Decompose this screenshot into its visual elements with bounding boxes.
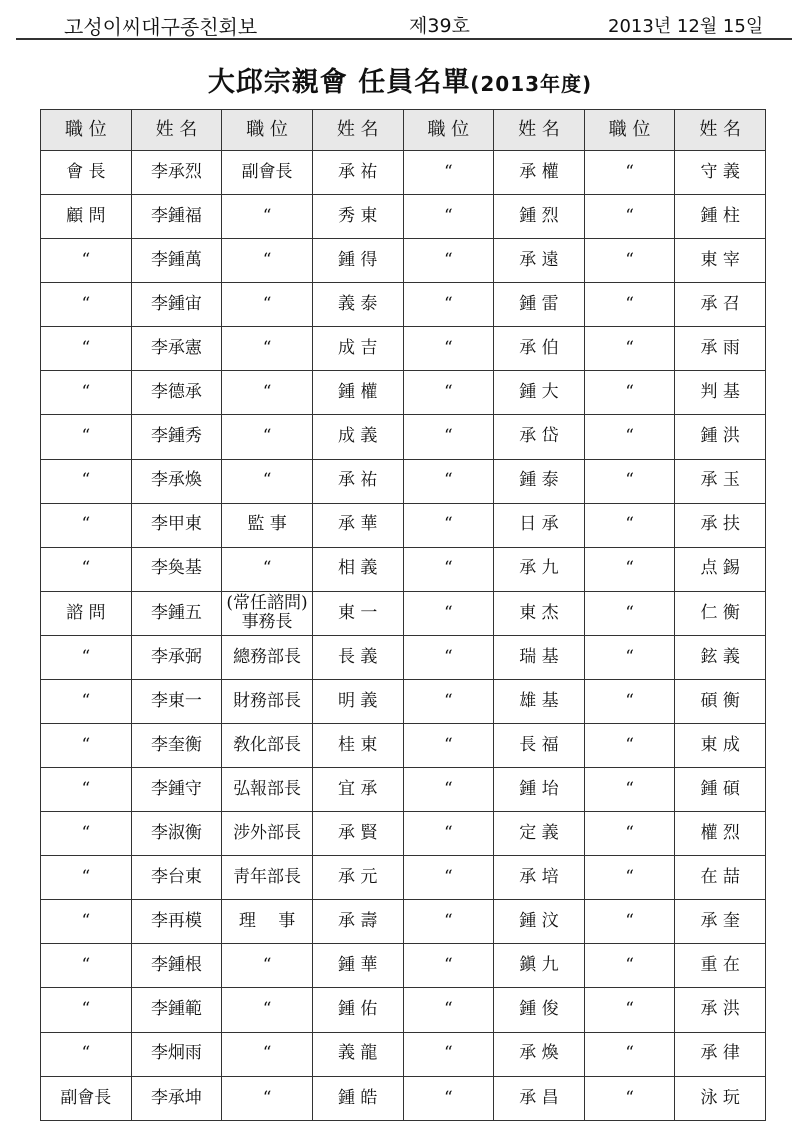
name-cell: 判 基 bbox=[675, 371, 766, 415]
position-cell: “ bbox=[584, 900, 675, 944]
name-cell: 鍾 佑 bbox=[312, 988, 403, 1032]
position-cell: “ bbox=[403, 459, 494, 503]
name-cell: 承 召 bbox=[675, 283, 766, 327]
name-cell: 承 煥 bbox=[494, 1032, 585, 1076]
name-cell: 李承憲 bbox=[131, 327, 222, 371]
position-cell: “ bbox=[222, 371, 313, 415]
position-cell: “ bbox=[403, 679, 494, 723]
position-cell: “ bbox=[41, 944, 132, 988]
position-cell: “ bbox=[584, 988, 675, 1032]
name-cell: 承 玉 bbox=[675, 459, 766, 503]
position-cell: “ bbox=[41, 327, 132, 371]
position-cell: “ bbox=[41, 371, 132, 415]
name-cell: 李再模 bbox=[131, 900, 222, 944]
table-body bbox=[41, 151, 766, 1121]
table-row bbox=[41, 283, 766, 327]
table-row bbox=[41, 1032, 766, 1076]
position-cell: “ bbox=[41, 768, 132, 812]
position-cell: “ bbox=[222, 1076, 313, 1120]
position-cell: “ bbox=[222, 239, 313, 283]
name-cell: 李鍾宙 bbox=[131, 283, 222, 327]
name-cell: 守 義 bbox=[675, 151, 766, 195]
position-cell: “ bbox=[584, 459, 675, 503]
name-cell: 東 杰 bbox=[494, 591, 585, 635]
position-cell: “ bbox=[584, 679, 675, 723]
name-cell: 重 在 bbox=[675, 944, 766, 988]
name-cell: 鎭 九 bbox=[494, 944, 585, 988]
table-row bbox=[41, 371, 766, 415]
position-cell: 敎化部長 bbox=[222, 724, 313, 768]
position-cell: “ bbox=[41, 239, 132, 283]
position-cell: “ bbox=[403, 724, 494, 768]
name-cell: 李東一 bbox=[131, 679, 222, 723]
name-cell: 承 伯 bbox=[494, 327, 585, 371]
column-header: 姓 名 bbox=[131, 110, 222, 151]
name-cell: 鍾 華 bbox=[312, 944, 403, 988]
name-cell: 定 義 bbox=[494, 812, 585, 856]
name-cell: 仁 衡 bbox=[675, 591, 766, 635]
position-cell: “ bbox=[41, 900, 132, 944]
table-row bbox=[41, 768, 766, 812]
table-row bbox=[41, 591, 766, 635]
position-cell: “ bbox=[403, 900, 494, 944]
org-name: 고성이씨대구종친회보 bbox=[64, 15, 258, 39]
name-cell: 李承烈 bbox=[131, 151, 222, 195]
position-cell: “ bbox=[41, 415, 132, 459]
name-cell: 承 賢 bbox=[312, 812, 403, 856]
column-header: 職 位 bbox=[584, 110, 675, 151]
name-cell: 鍾 坮 bbox=[494, 768, 585, 812]
position-cell: “ bbox=[41, 988, 132, 1032]
position-cell: “ bbox=[41, 1032, 132, 1076]
position-cell: “ bbox=[584, 195, 675, 239]
column-header: 職 位 bbox=[403, 110, 494, 151]
position-cell: “ bbox=[584, 812, 675, 856]
name-cell: 泳 玩 bbox=[675, 1076, 766, 1120]
name-cell: 李炯雨 bbox=[131, 1032, 222, 1076]
table-row bbox=[41, 1076, 766, 1120]
name-cell: 李鍾守 bbox=[131, 768, 222, 812]
name-cell: 相 義 bbox=[312, 547, 403, 591]
position-cell: “ bbox=[403, 856, 494, 900]
name-cell: 鍾 汶 bbox=[494, 900, 585, 944]
name-cell: 長 福 bbox=[494, 724, 585, 768]
name-cell: 雄 基 bbox=[494, 679, 585, 723]
table-row bbox=[41, 856, 766, 900]
column-header: 姓 名 bbox=[494, 110, 585, 151]
position-cell: 監 事 bbox=[222, 503, 313, 547]
position-cell: “ bbox=[222, 327, 313, 371]
position-cell: “ bbox=[584, 635, 675, 679]
name-cell: 李德承 bbox=[131, 371, 222, 415]
name-cell: 鍾 皓 bbox=[312, 1076, 403, 1120]
column-header: 姓 名 bbox=[675, 110, 766, 151]
name-cell: 東 成 bbox=[675, 724, 766, 768]
name-cell: 在 喆 bbox=[675, 856, 766, 900]
name-cell: 承 祐 bbox=[312, 151, 403, 195]
position-cell: “ bbox=[222, 415, 313, 459]
position-cell: “ bbox=[403, 1032, 494, 1076]
table-row bbox=[41, 679, 766, 723]
table-row bbox=[41, 812, 766, 856]
position-cell: “ bbox=[41, 459, 132, 503]
position-cell: “ bbox=[222, 988, 313, 1032]
name-cell: 日 承 bbox=[494, 503, 585, 547]
position-cell: 諮 問 bbox=[41, 591, 132, 635]
page-title bbox=[0, 60, 800, 99]
table-row bbox=[41, 724, 766, 768]
name-cell: 承 培 bbox=[494, 856, 585, 900]
name-cell: 鍾 碩 bbox=[675, 768, 766, 812]
officers-table bbox=[40, 109, 766, 1121]
name-cell: 李甲東 bbox=[131, 503, 222, 547]
position-cell: “ bbox=[41, 503, 132, 547]
name-cell: 長 義 bbox=[312, 635, 403, 679]
position-cell: “ bbox=[403, 503, 494, 547]
position-cell: “ bbox=[403, 327, 494, 371]
position-cell: “ bbox=[403, 283, 494, 327]
name-cell: 李奐基 bbox=[131, 547, 222, 591]
table-row bbox=[41, 327, 766, 371]
position-cell: “ bbox=[403, 768, 494, 812]
table-row bbox=[41, 415, 766, 459]
position-cell: “ bbox=[584, 1076, 675, 1120]
name-cell: 義 泰 bbox=[312, 283, 403, 327]
position-cell: (常任諮問) 事務長 bbox=[222, 591, 313, 635]
issue-number: 제39호 bbox=[409, 15, 470, 37]
position-cell: 副會長 bbox=[222, 151, 313, 195]
newsletter-header bbox=[16, 6, 792, 40]
position-cell: 總務部長 bbox=[222, 635, 313, 679]
position-cell: 理 事 bbox=[222, 900, 313, 944]
table-row bbox=[41, 459, 766, 503]
name-cell: 李淑衡 bbox=[131, 812, 222, 856]
name-cell: 鉉 義 bbox=[675, 635, 766, 679]
name-cell: 承 扶 bbox=[675, 503, 766, 547]
name-cell: 成 吉 bbox=[312, 327, 403, 371]
position-cell: 靑年部長 bbox=[222, 856, 313, 900]
column-header: 職 位 bbox=[41, 110, 132, 151]
name-cell: 承 雨 bbox=[675, 327, 766, 371]
table-row bbox=[41, 239, 766, 283]
table-header-row bbox=[41, 110, 766, 151]
position-cell: “ bbox=[403, 151, 494, 195]
position-cell: “ bbox=[584, 503, 675, 547]
position-cell: 財務部長 bbox=[222, 679, 313, 723]
name-cell: 承 九 bbox=[494, 547, 585, 591]
position-cell: “ bbox=[41, 679, 132, 723]
position-cell: “ bbox=[584, 151, 675, 195]
table-row bbox=[41, 547, 766, 591]
position-cell: “ bbox=[403, 415, 494, 459]
name-cell: 東 一 bbox=[312, 591, 403, 635]
name-cell: 瑞 基 bbox=[494, 635, 585, 679]
name-cell: 鍾 大 bbox=[494, 371, 585, 415]
name-cell: 鍾 泰 bbox=[494, 459, 585, 503]
name-cell: 承 遠 bbox=[494, 239, 585, 283]
name-cell: 鍾 洪 bbox=[675, 415, 766, 459]
position-cell: “ bbox=[584, 415, 675, 459]
name-cell: 承 昌 bbox=[494, 1076, 585, 1120]
name-cell: 鍾 權 bbox=[312, 371, 403, 415]
position-cell: “ bbox=[403, 547, 494, 591]
name-cell: 承 洪 bbox=[675, 988, 766, 1032]
position-cell: “ bbox=[41, 856, 132, 900]
name-cell: 承 壽 bbox=[312, 900, 403, 944]
position-cell: “ bbox=[584, 724, 675, 768]
position-cell: “ bbox=[41, 635, 132, 679]
table-row bbox=[41, 195, 766, 239]
position-cell: “ bbox=[222, 944, 313, 988]
position-cell: “ bbox=[222, 283, 313, 327]
name-cell: 承 奎 bbox=[675, 900, 766, 944]
table-row bbox=[41, 900, 766, 944]
name-cell: 秀 東 bbox=[312, 195, 403, 239]
column-header: 姓 名 bbox=[312, 110, 403, 151]
name-cell: 鍾 柱 bbox=[675, 195, 766, 239]
table-row bbox=[41, 151, 766, 195]
position-cell: 會 長 bbox=[41, 151, 132, 195]
name-cell: 桂 東 bbox=[312, 724, 403, 768]
title-main: 大邱宗親會 任員名單 bbox=[207, 67, 471, 98]
position-cell: “ bbox=[222, 195, 313, 239]
name-cell: 李承煥 bbox=[131, 459, 222, 503]
name-cell: 李鍾範 bbox=[131, 988, 222, 1032]
name-cell: 李鍾秀 bbox=[131, 415, 222, 459]
position-cell: “ bbox=[584, 327, 675, 371]
title-year: (2013年度) bbox=[470, 72, 593, 96]
name-cell: 承 律 bbox=[675, 1032, 766, 1076]
name-cell: 点 錫 bbox=[675, 547, 766, 591]
name-cell: 義 龍 bbox=[312, 1032, 403, 1076]
name-cell: 承 元 bbox=[312, 856, 403, 900]
column-header: 職 位 bbox=[222, 110, 313, 151]
name-cell: 李鍾根 bbox=[131, 944, 222, 988]
name-cell: 李鍾福 bbox=[131, 195, 222, 239]
position-cell: “ bbox=[41, 283, 132, 327]
position-cell: “ bbox=[222, 547, 313, 591]
position-cell: “ bbox=[403, 944, 494, 988]
name-cell: 李奎衡 bbox=[131, 724, 222, 768]
name-cell: 承 祐 bbox=[312, 459, 403, 503]
name-cell: 鍾 烈 bbox=[494, 195, 585, 239]
position-cell: “ bbox=[222, 1032, 313, 1076]
position-cell: “ bbox=[584, 547, 675, 591]
name-cell: 承 岱 bbox=[494, 415, 585, 459]
position-cell: “ bbox=[41, 812, 132, 856]
position-cell: “ bbox=[584, 1032, 675, 1076]
position-cell: “ bbox=[403, 812, 494, 856]
issue-date: 2013년 12월 15일 bbox=[608, 16, 764, 37]
name-cell: 鍾 雷 bbox=[494, 283, 585, 327]
name-cell: 李鍾萬 bbox=[131, 239, 222, 283]
position-cell: “ bbox=[403, 591, 494, 635]
position-cell: “ bbox=[403, 239, 494, 283]
position-cell: 副會長 bbox=[41, 1076, 132, 1120]
name-cell: 鍾 得 bbox=[312, 239, 403, 283]
table-row bbox=[41, 944, 766, 988]
name-cell: 李承弼 bbox=[131, 635, 222, 679]
position-cell: “ bbox=[403, 1076, 494, 1120]
position-cell: “ bbox=[403, 635, 494, 679]
name-cell: 李台東 bbox=[131, 856, 222, 900]
position-cell: 弘報部長 bbox=[222, 768, 313, 812]
name-cell: 宜 承 bbox=[312, 768, 403, 812]
position-cell: “ bbox=[403, 371, 494, 415]
name-cell: 成 義 bbox=[312, 415, 403, 459]
position-cell: “ bbox=[584, 856, 675, 900]
table-row bbox=[41, 635, 766, 679]
position-cell: 涉外部長 bbox=[222, 812, 313, 856]
table-row bbox=[41, 988, 766, 1032]
position-cell: “ bbox=[41, 547, 132, 591]
position-cell: “ bbox=[584, 371, 675, 415]
position-cell: “ bbox=[403, 988, 494, 1032]
name-cell: 李承坤 bbox=[131, 1076, 222, 1120]
name-cell: 鍾 俊 bbox=[494, 988, 585, 1032]
position-cell: “ bbox=[41, 724, 132, 768]
position-cell: “ bbox=[584, 768, 675, 812]
name-cell: 承 權 bbox=[494, 151, 585, 195]
name-cell: 東 宰 bbox=[675, 239, 766, 283]
name-cell: 承 華 bbox=[312, 503, 403, 547]
table-row bbox=[41, 503, 766, 547]
name-cell: 李鍾五 bbox=[131, 591, 222, 635]
position-cell: “ bbox=[584, 283, 675, 327]
name-cell: 碩 衡 bbox=[675, 679, 766, 723]
position-cell: “ bbox=[584, 944, 675, 988]
position-cell: 顧 問 bbox=[41, 195, 132, 239]
position-cell: “ bbox=[584, 239, 675, 283]
position-cell: “ bbox=[403, 195, 494, 239]
position-cell: “ bbox=[584, 591, 675, 635]
position-cell: “ bbox=[222, 459, 313, 503]
name-cell: 明 義 bbox=[312, 679, 403, 723]
name-cell: 權 烈 bbox=[675, 812, 766, 856]
